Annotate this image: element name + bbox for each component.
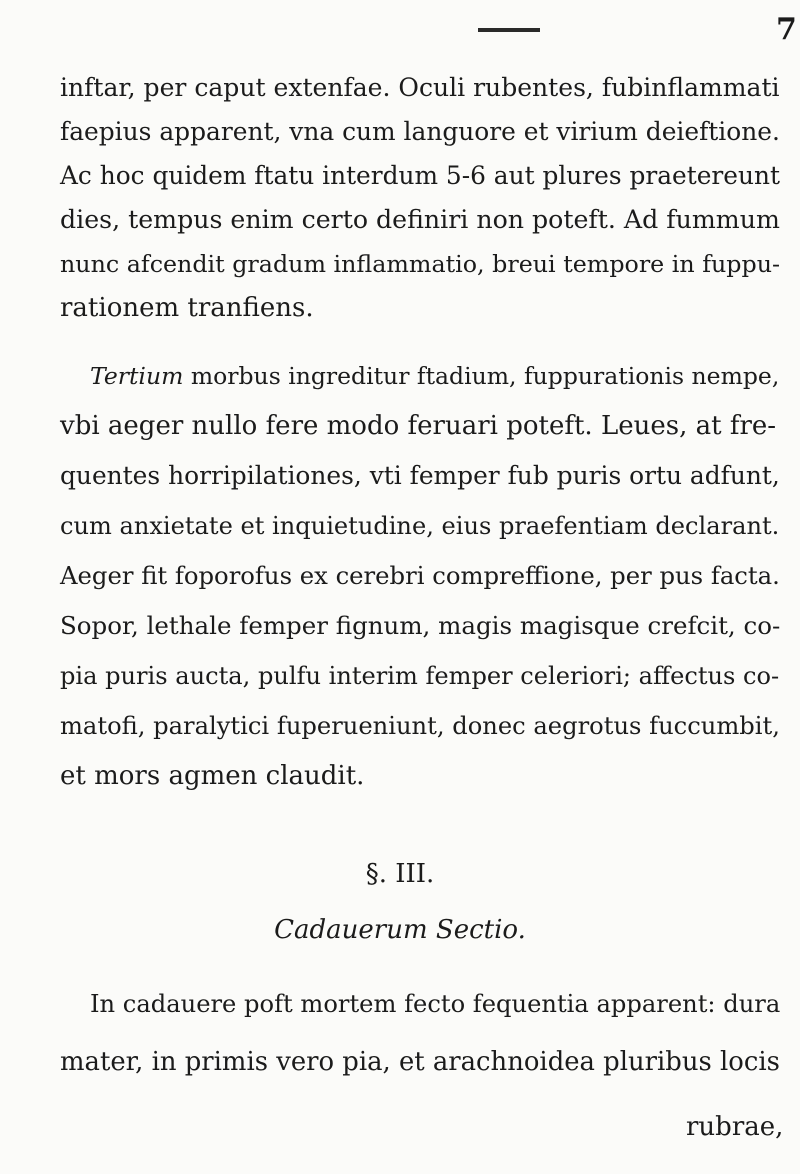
paragraph-2-line-9: et mors agmen claudit. (60, 761, 365, 791)
page-number: 7 (776, 12, 797, 47)
paragraph-2-line-1-rest: morbus ingreditur ftadium, fuppurationis nempe, (183, 362, 780, 390)
paragraph-2-line-8: matofi, paralytici fuperueniunt, donec aegrotus fuccumbit, (60, 712, 780, 740)
header-rule (478, 28, 540, 32)
paragraph-2-line-4: cum anxietate et inquietudine, eius praefentiam declarant. (60, 512, 780, 540)
paragraph-2-line-2: vbi aeger nullo fere modo feruari poteft. Leues, at fre- (60, 411, 777, 441)
paragraph-2-line-7: pia puris aucta, pulfu interim femper celeriori; affectus co- (60, 662, 780, 690)
paragraph-3-line-2: mater, in primis vero pia, et arachnoidea pluribus locis (60, 1047, 780, 1077)
paragraph-2-lead-word: Tertium (90, 362, 184, 390)
paragraph-2-line-6: Sopor, lethale femper fignum, magis magisque crefcit, co- (60, 611, 781, 640)
section-title: Cadauerum Sectio. (274, 915, 526, 945)
paragraph-2-line-5: Aeger fit foporofus ex cerebri compreffione, per pus facta. (60, 561, 780, 590)
paragraph-1-line-5: nunc afcendit gradum inflammatio, breui tempore in fuppu- (60, 250, 781, 278)
paragraph-3-line-1: In cadauere poft mortem fecto fequentia apparent: dura (90, 990, 781, 1018)
paragraph-1-line-1: inftar, per caput extenfae. Oculi rubentes, fubinflammati (60, 73, 780, 102)
catchword: rubrae, (686, 1112, 784, 1142)
paragraph-1-line-6: rationem tranfiens. (60, 293, 314, 323)
paragraph-1-line-4: dies, tempus enim certo definiri non poteft. Ad fummum (60, 205, 780, 234)
paragraph-1-line-2: faepius apparent, vna cum languore et virium deieftione. (60, 117, 780, 146)
paragraph-2-line-1 (90, 360, 780, 392)
paragraph-1-line-3: Ac hoc quidem ftatu interdum 5-6 aut plures praetereunt (60, 161, 780, 190)
section-number: §. III. (365, 859, 435, 889)
paragraph-2-line-3: quentes horripilationes, vti femper fub puris ortu adfunt, (60, 461, 780, 490)
